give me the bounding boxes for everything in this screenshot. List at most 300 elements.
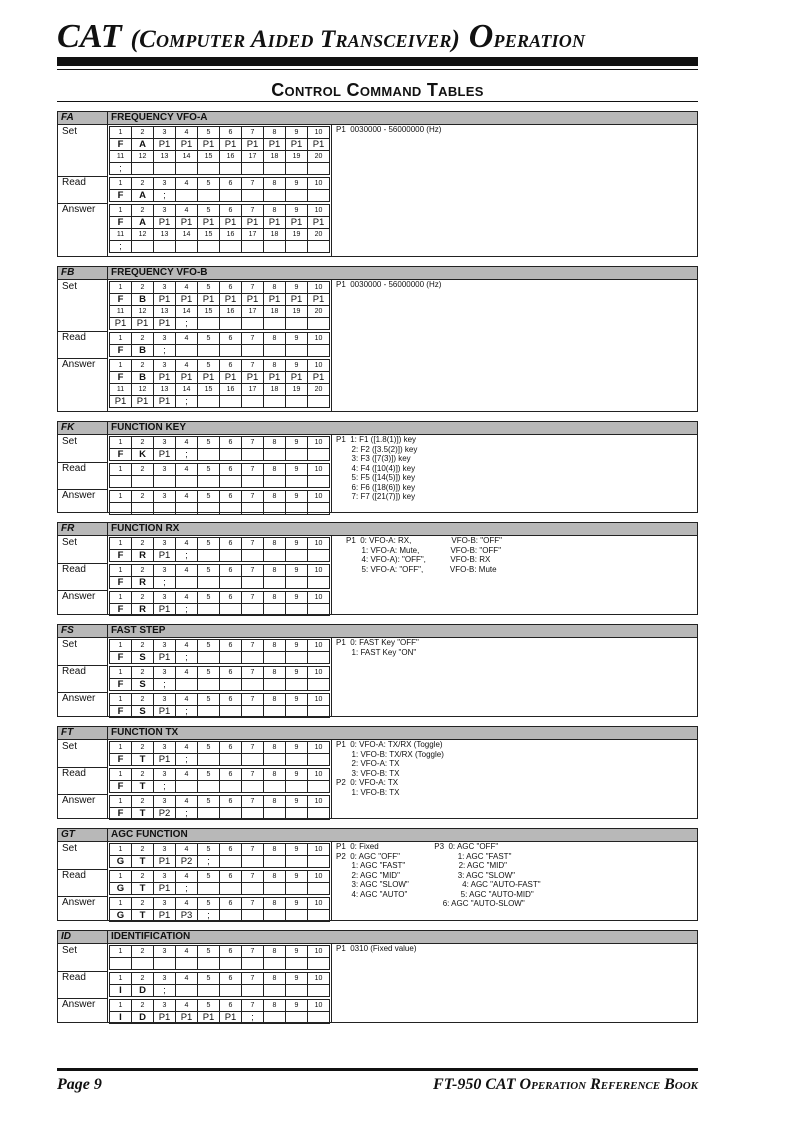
grid-cell: 3 <box>154 538 176 550</box>
grid-cell <box>308 856 330 868</box>
grid-cell: 14 <box>176 384 198 396</box>
grid-cell: 3 <box>154 437 176 449</box>
command-body <box>58 944 697 1022</box>
grid-cell <box>264 476 286 488</box>
grid-cell: P1 <box>154 1012 176 1024</box>
grid-cell <box>286 883 308 895</box>
grid-cell: F <box>110 679 132 691</box>
grid-cell: 20 <box>308 151 330 163</box>
grid-cell: 4 <box>176 742 198 754</box>
grid-cell: 15 <box>198 151 220 163</box>
grid-cell: P1 <box>176 294 198 306</box>
grid-cell: B <box>132 294 154 306</box>
grid-cell: 8 <box>264 360 286 372</box>
grid-cell: 18 <box>264 384 286 396</box>
grid-cell: P1 <box>198 217 220 229</box>
grid-cell <box>308 241 330 253</box>
grid-cell: 5 <box>198 640 220 652</box>
grid-cell: S <box>132 652 154 664</box>
grid-cell: 9 <box>286 178 308 190</box>
grid-cell: 2 <box>132 282 154 294</box>
grid-cell: 7 <box>242 898 264 910</box>
grid-cell: ; <box>110 241 132 253</box>
grid-cell: 8 <box>264 282 286 294</box>
grid-cell: ; <box>176 318 198 330</box>
grid-cell <box>264 345 286 357</box>
command-body <box>58 842 697 920</box>
grid-cell: P1 <box>154 139 176 151</box>
grid-cell: ; <box>176 754 198 766</box>
grid-cell: 19 <box>286 306 308 318</box>
index-row <box>110 384 330 396</box>
column-divider <box>107 536 108 614</box>
grid-cell <box>220 476 242 488</box>
grid-cell: 6 <box>220 592 242 604</box>
parameter-line: P2 0: VFO-A: TX <box>336 778 399 787</box>
parameter-description <box>336 944 417 954</box>
grid-cell: 3 <box>154 127 176 139</box>
grid-cell: 3 <box>154 898 176 910</box>
index-row <box>110 946 330 958</box>
grid-cell: F <box>110 190 132 202</box>
grid-cell: 9 <box>286 694 308 706</box>
grid-cell <box>132 163 154 175</box>
grid-cell: 5 <box>198 898 220 910</box>
grid-cell: 5 <box>198 871 220 883</box>
grid-cell: 2 <box>132 437 154 449</box>
grid-cell: 4 <box>176 205 198 217</box>
grid-cell <box>220 652 242 664</box>
index-row <box>110 151 330 163</box>
command-grid <box>109 463 330 488</box>
grid-cell <box>286 958 308 970</box>
grid-cell: 5 <box>198 491 220 503</box>
grid-cell: P1 <box>308 294 330 306</box>
parameter-line: 7: F7 ([21(7)]) key <box>336 492 416 501</box>
grid-cell <box>198 808 220 820</box>
grid-cell <box>220 345 242 357</box>
command-body <box>58 740 697 818</box>
grid-cell: 1 <box>110 333 132 345</box>
grid-cell <box>286 476 308 488</box>
role-label: Set <box>62 537 78 548</box>
parameter-line: 6: AGC "AUTO-SLOW" <box>336 899 525 908</box>
grid-cell: 4 <box>176 437 198 449</box>
command-row <box>110 396 330 408</box>
grid-cell: 6 <box>220 946 242 958</box>
role-label: Answer <box>62 693 96 704</box>
grid-cell: 10 <box>308 694 330 706</box>
grid-cell <box>286 910 308 922</box>
grid-cell: 6 <box>220 464 242 476</box>
parameter-line: 3: VFO-B: TX <box>336 768 400 778</box>
command-body <box>58 638 697 716</box>
index-row <box>110 742 330 754</box>
grid-cell <box>308 318 330 330</box>
grid-cell: 3 <box>154 178 176 190</box>
grid-cell: D <box>132 1012 154 1024</box>
grid-cell: 10 <box>308 742 330 754</box>
index-row <box>110 844 330 856</box>
grid-cell: 6 <box>220 844 242 856</box>
grid-cell <box>198 604 220 616</box>
grid-cell <box>308 163 330 175</box>
grid-cell <box>220 503 242 515</box>
grid-cell: 6 <box>220 973 242 985</box>
grid-cell <box>264 679 286 691</box>
column-divider <box>331 280 332 411</box>
grid-cell <box>198 503 220 515</box>
grid-cell: 6 <box>220 282 242 294</box>
index-row <box>110 127 330 139</box>
grid-cell <box>110 503 132 515</box>
command-body <box>58 536 697 614</box>
command-code: FB <box>61 267 75 278</box>
index-row <box>110 898 330 910</box>
grid-cell: P1 <box>154 604 176 616</box>
grid-cell: 8 <box>264 667 286 679</box>
command-code: FS <box>61 625 74 636</box>
grid-cell: 20 <box>308 229 330 241</box>
grid-cell <box>198 754 220 766</box>
grid-cell: 7 <box>242 178 264 190</box>
grid-cell: D <box>132 985 154 997</box>
index-row <box>110 592 330 604</box>
grid-cell <box>242 241 264 253</box>
grid-cell <box>264 856 286 868</box>
grid-cell <box>308 345 330 357</box>
grid-cell: 9 <box>286 640 308 652</box>
column-divider <box>331 536 332 614</box>
index-row <box>110 333 330 345</box>
grid-cell: 9 <box>286 769 308 781</box>
grid-cell <box>220 910 242 922</box>
parameter-line: 1: VFO-A: Mute, VFO-B: "OFF" <box>346 545 502 555</box>
grid-cell: 2 <box>132 844 154 856</box>
grid-cell: 7 <box>242 946 264 958</box>
parameter-line: P1 0310 (Fixed value) <box>336 944 417 953</box>
parameter-description <box>336 280 441 290</box>
parameter-line: 4: AGC "AUTO" 5: AGC "AUTO-MID" <box>336 889 534 899</box>
grid-cell: 10 <box>308 538 330 550</box>
grid-cell <box>308 706 330 718</box>
grid-cell: 4 <box>176 946 198 958</box>
grid-cell <box>220 604 242 616</box>
grid-cell: 1 <box>110 844 132 856</box>
grid-cell: 8 <box>264 592 286 604</box>
grid-cell <box>308 577 330 589</box>
grid-cell: 3 <box>154 796 176 808</box>
grid-cell: 1 <box>110 1000 132 1012</box>
grid-cell <box>308 910 330 922</box>
grid-cell: 4 <box>176 769 198 781</box>
grid-cell <box>286 985 308 997</box>
command-header <box>58 267 697 280</box>
grid-cell: 7 <box>242 1000 264 1012</box>
command-row <box>110 217 330 229</box>
grid-cell: 14 <box>176 306 198 318</box>
grid-cell: P1 <box>286 139 308 151</box>
grid-cell: T <box>132 883 154 895</box>
grid-cell: P1 <box>198 139 220 151</box>
index-row <box>110 694 330 706</box>
grid-cell: 1 <box>110 769 132 781</box>
command-code: GT <box>61 829 75 840</box>
grid-cell: 6 <box>220 1000 242 1012</box>
grid-cell: 7 <box>242 205 264 217</box>
grid-cell: 7 <box>242 694 264 706</box>
grid-cell <box>198 449 220 461</box>
grid-cell: 19 <box>286 229 308 241</box>
grid-cell: 13 <box>154 229 176 241</box>
command-grid <box>109 564 330 589</box>
grid-cell: P1 <box>220 294 242 306</box>
grid-cell: P1 <box>154 217 176 229</box>
grid-cell: 8 <box>264 640 286 652</box>
role-label: Set <box>62 741 78 752</box>
grid-cell <box>220 754 242 766</box>
grid-cell: F <box>110 754 132 766</box>
grid-cell: P1 <box>110 396 132 408</box>
grid-cell: 2 <box>132 694 154 706</box>
grid-cell: 1 <box>110 464 132 476</box>
grid-cell: 2 <box>132 592 154 604</box>
grid-cell: 6 <box>220 538 242 550</box>
command-row <box>110 503 330 515</box>
grid-cell: 2 <box>132 538 154 550</box>
grid-cell: ; <box>242 1012 264 1024</box>
grid-cell: 10 <box>308 360 330 372</box>
grid-cell: 10 <box>308 127 330 139</box>
parameter-description <box>346 536 502 574</box>
parameter-description <box>336 638 419 657</box>
grid-cell <box>154 163 176 175</box>
grid-cell: 19 <box>286 151 308 163</box>
grid-cell: ; <box>198 856 220 868</box>
grid-cell: P1 <box>198 1012 220 1024</box>
grid-cell: ; <box>176 652 198 664</box>
grid-cell <box>264 241 286 253</box>
column-divider <box>331 125 332 256</box>
grid-cell: 3 <box>154 871 176 883</box>
grid-cell: P3 <box>176 910 198 922</box>
grid-cell: 9 <box>286 946 308 958</box>
grid-cell: 7 <box>242 538 264 550</box>
grid-cell: ; <box>110 163 132 175</box>
grid-cell: 7 <box>242 640 264 652</box>
grid-cell <box>198 985 220 997</box>
command-row <box>110 550 330 562</box>
grid-cell: 1 <box>110 592 132 604</box>
parameter-line: 2: AGC "MID" 3: AGC "SLOW" <box>336 870 515 880</box>
grid-cell: 20 <box>308 306 330 318</box>
grid-cell: P1 <box>132 396 154 408</box>
grid-cell <box>286 190 308 202</box>
grid-cell: 3 <box>154 491 176 503</box>
grid-cell: 7 <box>242 437 264 449</box>
command-header <box>58 727 697 740</box>
grid-cell: 7 <box>242 592 264 604</box>
grid-cell <box>242 958 264 970</box>
grid-cell <box>264 163 286 175</box>
command-section-fb <box>57 266 698 412</box>
grid-cell: 9 <box>286 796 308 808</box>
grid-cell: 6 <box>220 742 242 754</box>
grid-cell <box>286 679 308 691</box>
index-row <box>110 973 330 985</box>
grid-cell: 4 <box>176 538 198 550</box>
grid-cell: 4 <box>176 973 198 985</box>
grid-cell: F <box>110 781 132 793</box>
grid-cell: 18 <box>264 229 286 241</box>
grid-cell: 2 <box>132 333 154 345</box>
parameter-line: P2 0: AGC "OFF" 1: AGC "FAST" <box>336 851 512 861</box>
grid-cell: 8 <box>264 742 286 754</box>
grid-cell: 2 <box>132 640 154 652</box>
grid-cell <box>308 781 330 793</box>
grid-cell: 1 <box>110 667 132 679</box>
grid-cell: P1 <box>198 294 220 306</box>
grid-cell <box>286 604 308 616</box>
command-row <box>110 958 330 970</box>
command-grid <box>109 870 330 895</box>
index-row <box>110 205 330 217</box>
grid-cell: 6 <box>220 898 242 910</box>
command-grid <box>109 972 330 997</box>
grid-cell: 10 <box>308 946 330 958</box>
role-label: Read <box>62 177 86 188</box>
grid-cell: 19 <box>286 384 308 396</box>
command-grid <box>109 332 330 357</box>
role-label: Set <box>62 436 78 447</box>
index-row <box>110 538 330 550</box>
command-name: FREQUENCY VFO-A <box>107 112 208 124</box>
grid-cell: 1 <box>110 437 132 449</box>
grid-cell: ; <box>176 604 198 616</box>
grid-cell: 2 <box>132 769 154 781</box>
grid-cell: T <box>132 808 154 820</box>
grid-cell <box>286 550 308 562</box>
grid-cell <box>198 577 220 589</box>
grid-cell: 9 <box>286 282 308 294</box>
grid-cell <box>308 604 330 616</box>
command-name: FREQUENCY VFO-B <box>107 267 208 279</box>
grid-cell: R <box>132 604 154 616</box>
grid-cell: 3 <box>154 282 176 294</box>
grid-cell: F <box>110 550 132 562</box>
grid-cell: 10 <box>308 871 330 883</box>
grid-cell: S <box>132 706 154 718</box>
grid-cell <box>110 958 132 970</box>
command-code: FA <box>61 112 74 123</box>
grid-cell <box>264 190 286 202</box>
command-row <box>110 345 330 357</box>
grid-cell <box>154 503 176 515</box>
grid-cell <box>176 345 198 357</box>
header-rule-thin <box>57 69 698 70</box>
grid-cell: 16 <box>220 151 242 163</box>
grid-cell <box>264 503 286 515</box>
grid-cell <box>220 958 242 970</box>
grid-cell: G <box>110 856 132 868</box>
grid-cell <box>220 190 242 202</box>
command-section-fr <box>57 522 698 615</box>
grid-cell: 9 <box>286 205 308 217</box>
grid-cell <box>220 706 242 718</box>
book-title: FT-950 CAT Operation Reference Book <box>433 1076 698 1093</box>
grid-cell: 9 <box>286 127 308 139</box>
grid-cell: 4 <box>176 898 198 910</box>
index-row <box>110 1000 330 1012</box>
grid-cell <box>176 190 198 202</box>
grid-cell: B <box>132 372 154 384</box>
command-grid <box>109 795 330 820</box>
command-row <box>110 294 330 306</box>
grid-cell <box>176 679 198 691</box>
grid-cell: P1 <box>242 372 264 384</box>
grid-cell: ; <box>176 396 198 408</box>
grid-cell <box>264 706 286 718</box>
grid-cell: 2 <box>132 898 154 910</box>
command-section-fa <box>57 111 698 257</box>
grid-cell <box>220 985 242 997</box>
grid-cell <box>220 550 242 562</box>
command-section-fk <box>57 421 698 513</box>
parameter-line: 4: F4 ([10(4)]) key <box>336 463 416 473</box>
command-row <box>110 318 330 330</box>
grid-cell: 2 <box>132 565 154 577</box>
grid-cell: 20 <box>308 384 330 396</box>
command-row <box>110 985 330 997</box>
grid-cell: 3 <box>154 565 176 577</box>
grid-cell: 1 <box>110 694 132 706</box>
grid-cell: 6 <box>220 437 242 449</box>
column-divider <box>107 842 108 920</box>
command-name: FUNCTION RX <box>107 523 179 535</box>
command-grid <box>109 639 330 664</box>
grid-cell <box>286 754 308 766</box>
grid-cell: ; <box>176 706 198 718</box>
grid-cell <box>110 476 132 488</box>
grid-cell: K <box>132 449 154 461</box>
page-number: Page 9 <box>57 1076 102 1093</box>
grid-cell: 9 <box>286 491 308 503</box>
grid-cell <box>242 883 264 895</box>
grid-cell: 5 <box>198 437 220 449</box>
grid-cell: R <box>132 577 154 589</box>
grid-cell: 4 <box>176 127 198 139</box>
grid-cell <box>308 503 330 515</box>
command-row <box>110 139 330 151</box>
grid-cell: 10 <box>308 640 330 652</box>
grid-cell <box>286 652 308 664</box>
grid-cell <box>242 318 264 330</box>
grid-cell: 16 <box>220 229 242 241</box>
grid-cell: 9 <box>286 742 308 754</box>
command-grid <box>109 436 330 461</box>
grid-cell <box>198 396 220 408</box>
grid-cell: 3 <box>154 769 176 781</box>
command-grid <box>109 693 330 718</box>
grid-cell: P1 <box>154 910 176 922</box>
grid-cell: 4 <box>176 592 198 604</box>
parameter-line: 5: VFO-A: "OFF", VFO-B: Mute <box>346 564 497 574</box>
column-divider <box>107 740 108 818</box>
grid-cell: 4 <box>176 282 198 294</box>
grid-cell: 10 <box>308 333 330 345</box>
grid-cell: 7 <box>242 769 264 781</box>
grid-cell: P1 <box>154 550 176 562</box>
